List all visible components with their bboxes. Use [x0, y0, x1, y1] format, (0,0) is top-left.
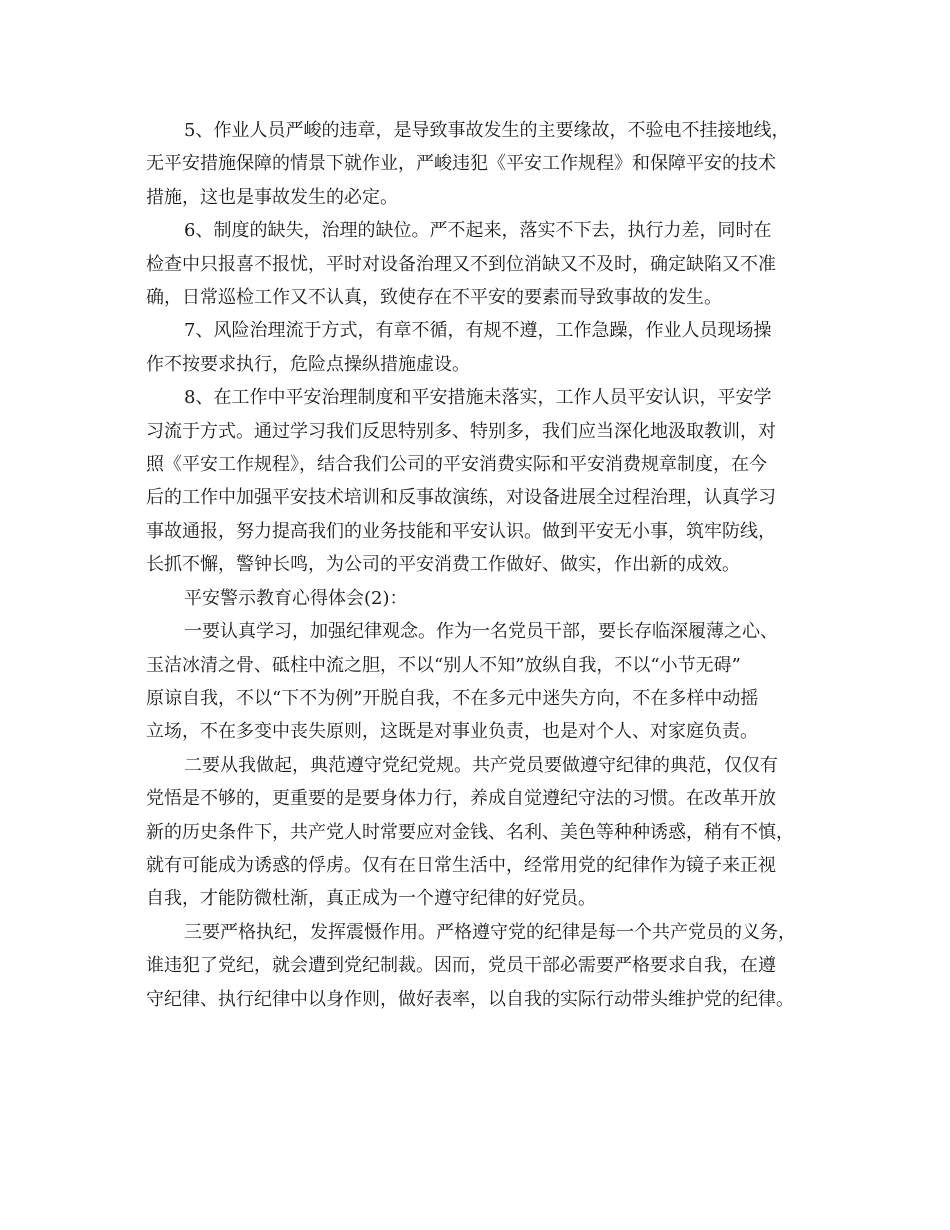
text-line: 确，日常巡检工作又不认真，致使存在不平安的要素而导致事故的发生。 — [146, 287, 722, 309]
paragraph-point-2 — [146, 749, 818, 916]
text-line: 照《平安工作规程》，结合我们公司的平安消费实际和平安消费规章制度，在今 — [146, 454, 767, 476]
text-line: 守纪律、执行纪律中以身作则，做好表率，以自我的实际行动带头维护党的纪律。 — [146, 988, 794, 1010]
text-line: 长抓不懈，警钟长鸣，为公司的平安消费工作做好、做实，作出新的成效。 — [146, 554, 740, 576]
text-line: 立场，不在多变中丧失原则，这既是对事业负责，也是对个人、对家庭负责。 — [146, 721, 758, 743]
text-line: 无平安措施保障的情景下就作业，严峻违犯《平安工作规程》和保障平安的技术 — [146, 153, 776, 175]
text-line: 后的工作中加强平安技术培训和反事故演练，对设备进展全过程治理，认真学习 — [146, 487, 776, 509]
text-line: 党悟是不够的，更重要的是要身体力行，养成自觉遵纪守法的习惯。在改革开放 — [146, 788, 776, 810]
text-line: 玉洁冰清之骨、砥柱中流之胆，不以“别人不知”放纵自我，不以“小节无碍” — [146, 654, 741, 676]
paragraph-cause-5 — [146, 114, 818, 214]
text-line: 新的历史条件下，共产党人时常要应对金钱、名利、美色等种种诱惑，稍有不慎， — [146, 821, 794, 843]
text-line: 作不按要求执行，危险点操纵措施虚设。 — [146, 353, 470, 375]
text-line: 5、作业人员严峻的违章，是导致事故发生的主要缘故，不验电不挂接地线， — [184, 120, 790, 141]
text-line: 一要认真学习，加强纪律观念。作为一名党员干部，要长存临深履薄之心、 — [184, 621, 778, 643]
text-line: 三要严格执纪，发挥震慑作用。严格遵守党的纪律是每一个共产党员的义务， — [184, 921, 796, 943]
paragraph-cause-8 — [146, 381, 818, 581]
text-line: 7、风险治理流于方式，有章不循，有规不遵，工作急躁，作业人员现场操 — [184, 320, 772, 342]
text-line: 谁违犯了党纪，就会遭到党纪制裁。因而，党员干部必需要严格要求自我，在遵 — [146, 955, 776, 977]
text-line: 就有可能成为诱惑的俘虏。仅有在日常生活中，经常用党的纪律作为镜子来正视 — [146, 854, 776, 876]
text-line: 自我，才能防微杜渐，真正成为一个遵守纪律的好党员。 — [146, 888, 596, 910]
paragraph-cause-6 — [146, 214, 818, 314]
text-line: 原谅自我，不以“下不为例”开脱自我，不在多元中迷失方向，不在多样中动摇 — [146, 687, 759, 709]
text-line: 6、制度的缺失，治理的缺位。严不起来，落实不下去，执行力差，同时在 — [184, 220, 772, 242]
paragraph-point-1 — [146, 615, 818, 749]
text-line: 习流于方式。通过学习我们反思特别多、特别多，我们应当深化地汲取教训，对 — [146, 420, 776, 442]
paragraph-cause-7 — [146, 314, 818, 381]
text-line: 事故通报，努力提高我们的业务技能和平安认识。做到平安无小事，筑牢防线， — [146, 520, 776, 542]
text-line: 措施，这也是事故发生的必定。 — [146, 186, 398, 208]
text-line: 8、在工作中平安治理制度和平安措施未落实，工作人员平安认识，平安学 — [184, 387, 772, 409]
document-body — [146, 114, 818, 1016]
text-line: 检查中只报喜不报忧，平时对设备治理又不到位消缺又不及时，确定缺陷又不准 — [146, 253, 776, 275]
section-heading — [146, 582, 818, 615]
text-line: 二要从我做起，典范遵守党纪党规。共产党员要做遵守纪律的典范，仅仅有 — [184, 754, 778, 776]
paragraph-point-3 — [146, 916, 818, 1016]
section-heading-text: 平安警示教育心得体会(2)： — [184, 587, 408, 609]
